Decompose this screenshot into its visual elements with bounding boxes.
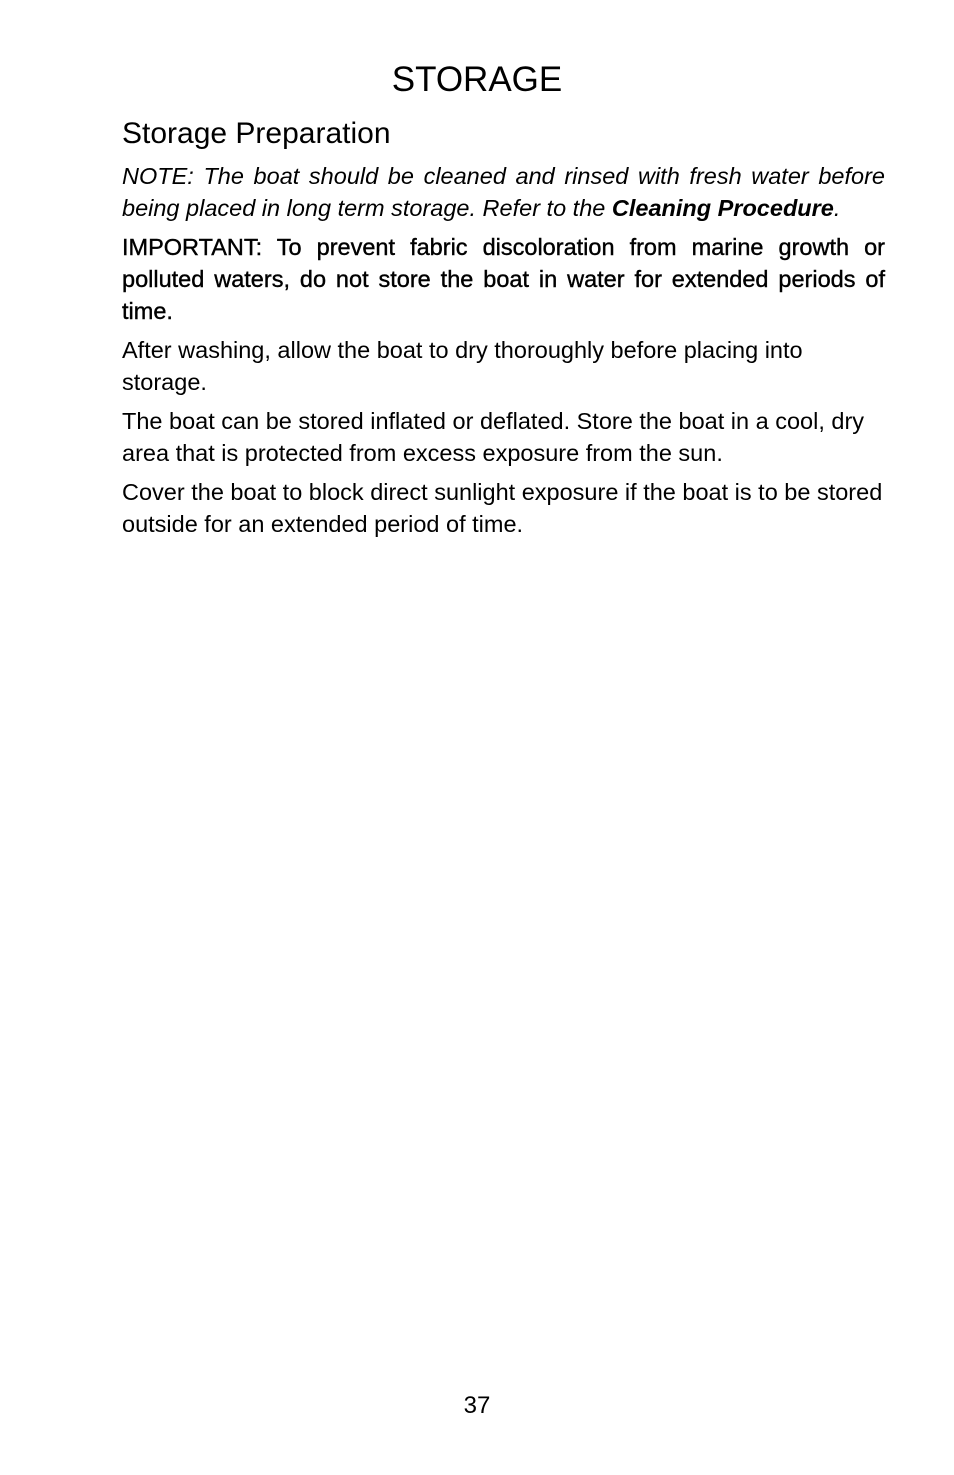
page-content <box>122 114 885 547</box>
body-paragraph: The boat can be stored inflated or deflated. Store the boat in a cool, dry area that is protected from excess exposure from the sun. <box>122 408 865 466</box>
cleaning-procedure-reference: Cleaning Procedure <box>611 195 834 221</box>
note-label: NOTE: <box>122 163 194 189</box>
section-title: STORAGE <box>391 60 563 99</box>
subheading: Storage Preparation <box>122 117 391 150</box>
body-paragraph: After washing, allow the boat to dry thoroughly before placing into storage. <box>122 337 803 395</box>
note-text: The boat should be cleaned and rinsed with fresh water before being placed in long term storage. Refer to the <box>122 163 885 221</box>
important-paragraph: IMPORTANT: To prevent fabric discoloration from marine growth or polluted waters, do not store the boat in water for extended periods of time. <box>122 234 885 324</box>
body-paragraph: Cover the boat to block direct sunlight exposure if the boat is to be stored outside for an extended period of time. <box>122 479 883 537</box>
page-number: 37 <box>463 1392 491 1419</box>
note-paragraph <box>122 160 885 224</box>
note-text-end: . <box>833 195 841 221</box>
